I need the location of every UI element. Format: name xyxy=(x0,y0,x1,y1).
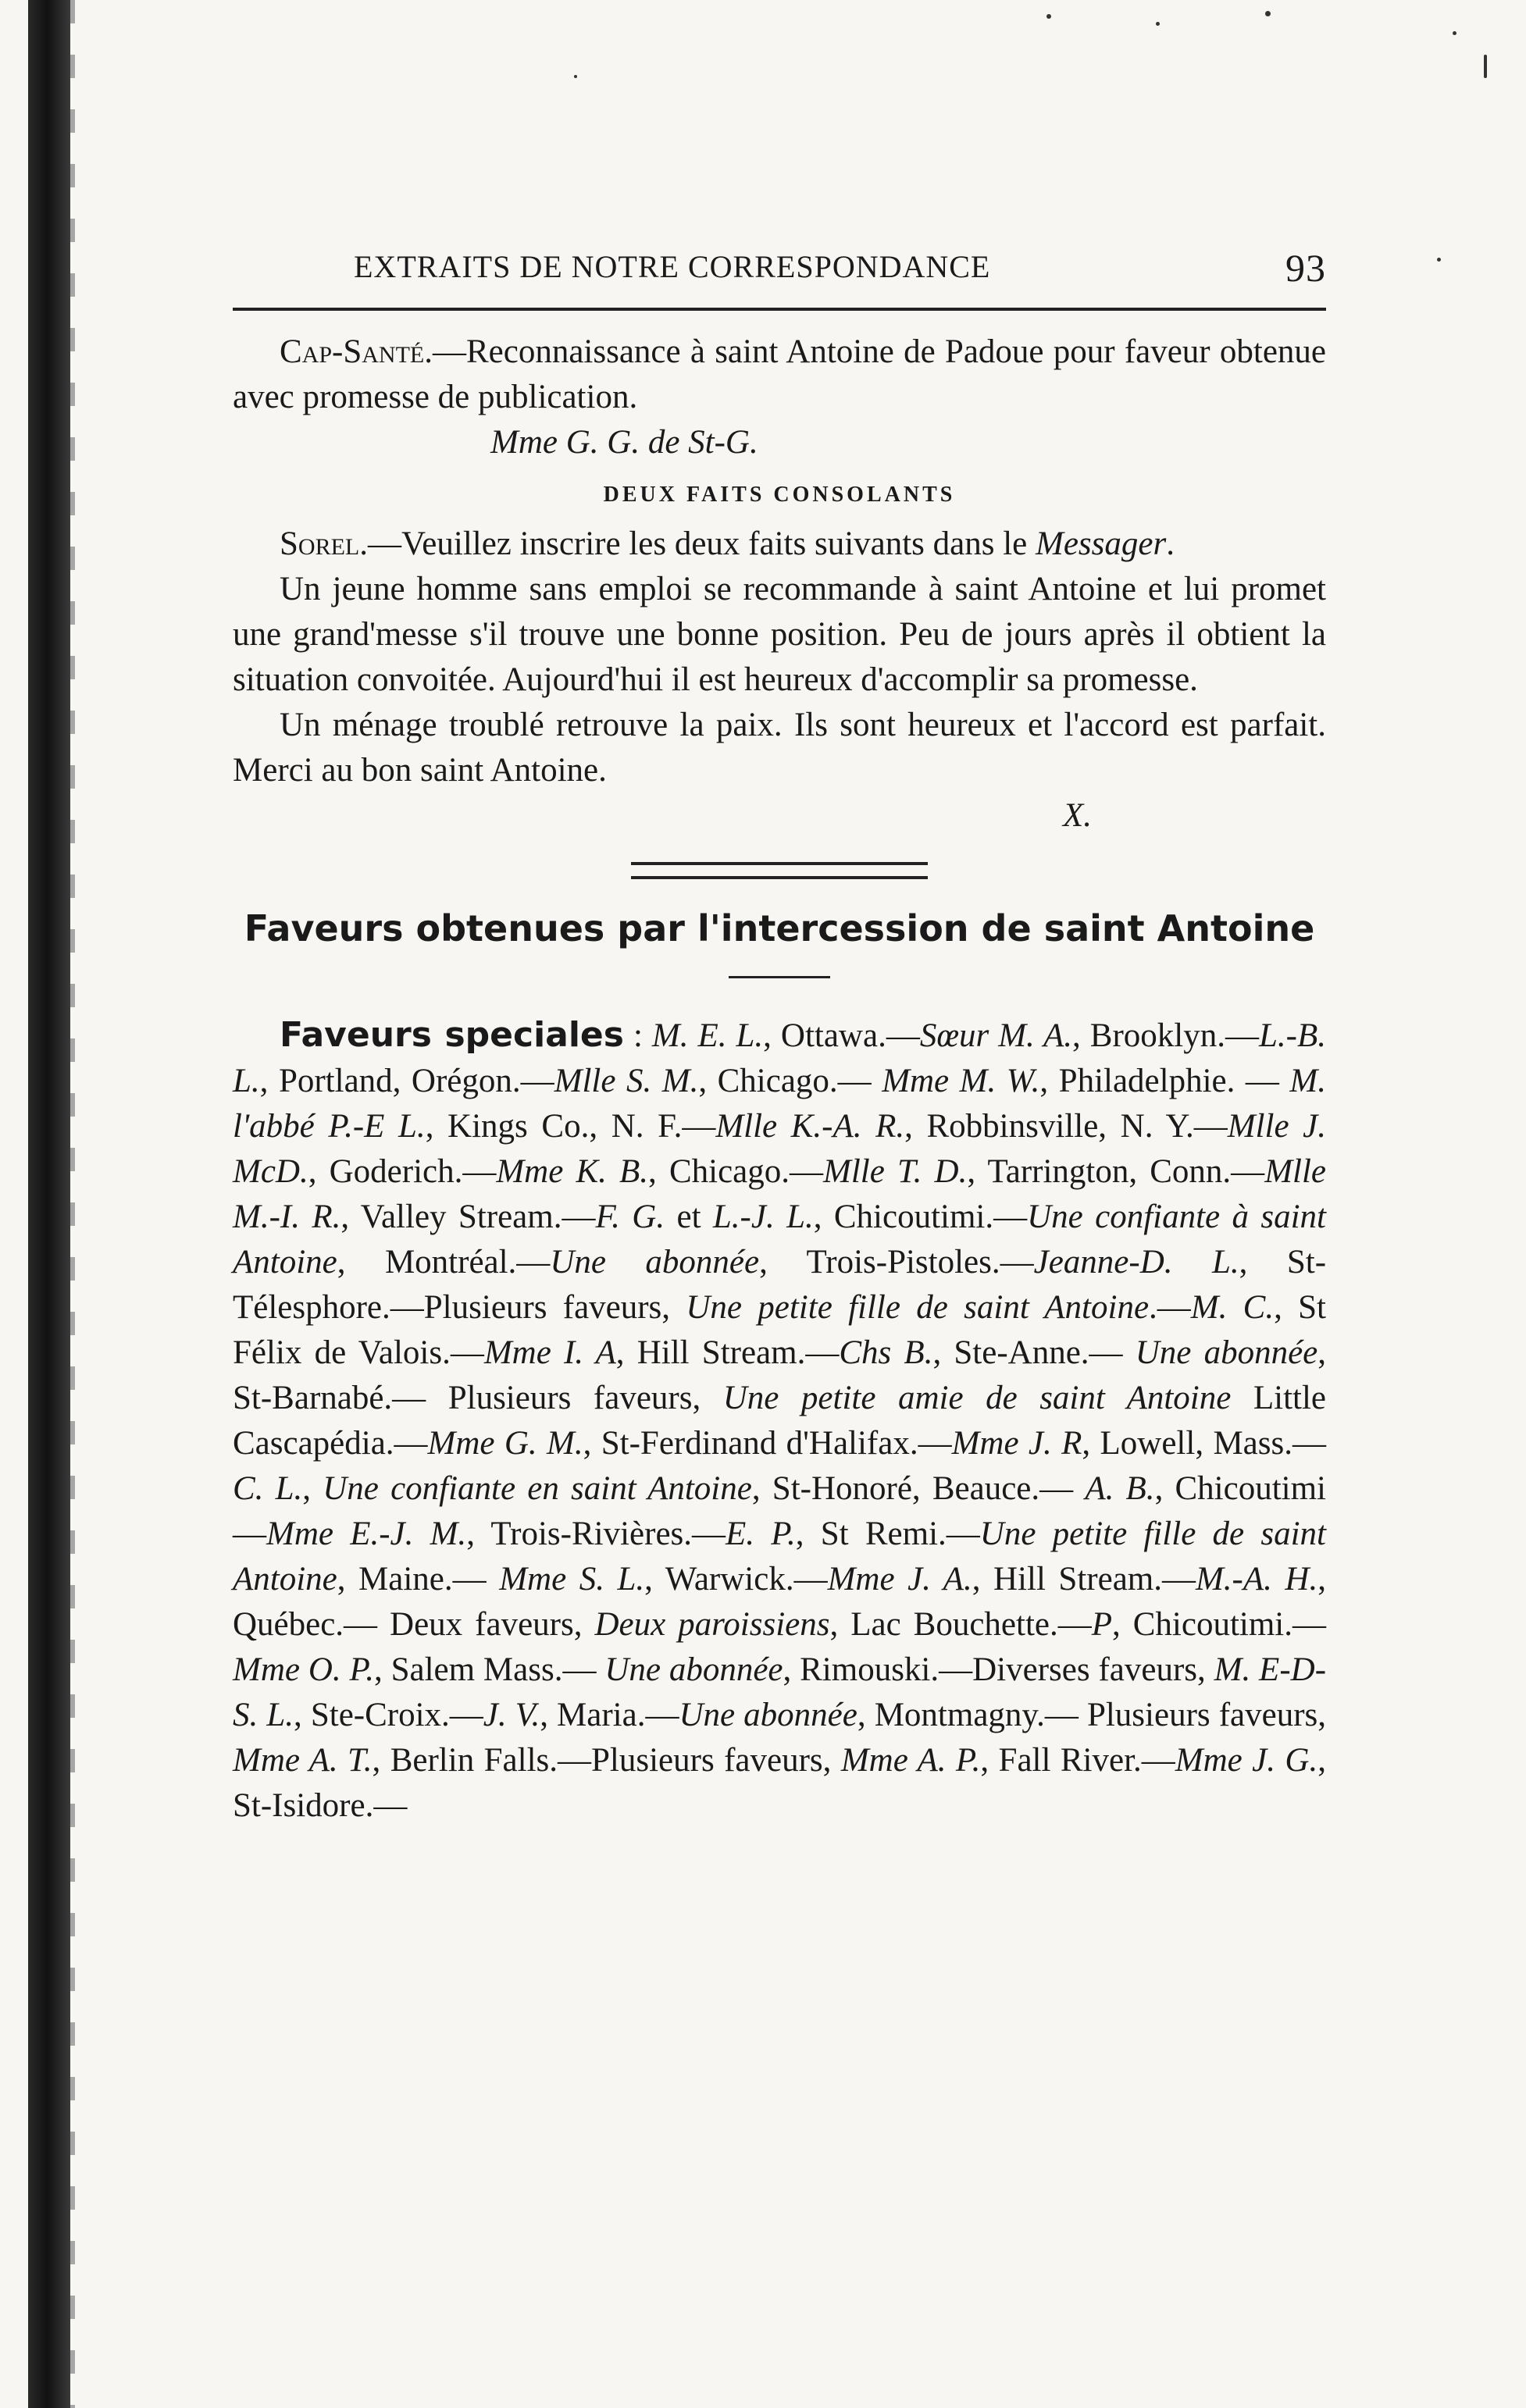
signature: Mme G. G. de St-G. xyxy=(490,424,758,461)
location-text: , Chicago.— xyxy=(698,1063,882,1099)
location-text: , St-Télesphore.—Plusieurs faveurs, xyxy=(233,1244,1327,1326)
correspondent-name: Sœur M. A. xyxy=(919,1017,1073,1054)
location-text: , Robbinsville, N. Y.— xyxy=(904,1108,1228,1145)
location-text: , Trois-Pistoles.— xyxy=(759,1244,1034,1281)
location-text: , Salem Mass.— xyxy=(373,1651,605,1688)
location-text: , Goderich.— xyxy=(308,1153,497,1190)
correspondent-name: Mlle K.-A. R. xyxy=(715,1108,905,1145)
location-text: .— xyxy=(1149,1289,1191,1326)
fact-one-paragraph: Un jeune homme sans emploi se recommande à saint Antoine et lui promet une grand'messe s'il trouve une bonne position. Peu de jours après il obtient la situation convoitée. Aujourd'hui il est heureux d'accomplir sa promesse. xyxy=(233,571,1326,698)
correspondent-name: Mme S. L. xyxy=(499,1561,645,1598)
lead-colon: : xyxy=(623,1017,652,1054)
signature: X. xyxy=(1062,797,1092,834)
location-text: , Chicoutimi.— xyxy=(1112,1606,1326,1643)
location-text: , St-Barnabé.— Plusieurs faveurs, xyxy=(233,1334,1327,1416)
location-text: , St-Ferdinand d'Halifax.— xyxy=(583,1425,952,1462)
double-rule-divider xyxy=(631,862,928,879)
section-title: Faveurs obtenues par l'intercession de saint Antoine xyxy=(244,907,1315,949)
location-text: , Portland, Orégon.— xyxy=(259,1063,554,1099)
correspondent-name: J. V. xyxy=(483,1697,540,1733)
location-text: , xyxy=(302,1470,323,1507)
correspondent-name: M. E. L. xyxy=(651,1017,764,1054)
correspondent-name: Mme E.-J. M. xyxy=(266,1516,467,1552)
header-rule xyxy=(233,308,1326,311)
lead-heading: Faveurs speciales xyxy=(280,1015,624,1055)
location-text: , Chicoutimi.— xyxy=(813,1199,1028,1235)
location-text: , Ottawa.— xyxy=(763,1017,920,1054)
location-text: , Berlin Falls.—Plusieurs faveurs, xyxy=(372,1742,841,1779)
place-name: Cap-Santé. xyxy=(280,333,433,370)
correspondent-name: Mme J. G. xyxy=(1175,1742,1318,1779)
correspondent-name: Une confiante en saint Antoine xyxy=(323,1470,752,1507)
correspondent-name: Mlle J. McD. xyxy=(233,1108,1326,1190)
correspondent-name: Deux paroissiens xyxy=(594,1606,830,1643)
correspondent-name: M. C. xyxy=(1190,1289,1275,1326)
page-number: 93 xyxy=(1285,246,1326,290)
publication-name: Messager xyxy=(1036,525,1167,562)
sorel-intro-paragraph xyxy=(233,522,1326,567)
correspondent-name: Une petite fille de saint Antoine xyxy=(233,1516,1326,1598)
place-name: Sorel. xyxy=(280,525,368,562)
location-text: , Maria.— xyxy=(540,1697,679,1733)
correspondent-name: Mme M. W. xyxy=(882,1063,1040,1099)
faveurs-list-paragraph xyxy=(233,1013,1326,1829)
correspondent-name: Mlle M.-I. R. xyxy=(233,1153,1326,1235)
location-text: , Valley Stream.— xyxy=(340,1199,596,1235)
location-text: , Trois-Rivières.— xyxy=(466,1516,726,1552)
binding-edge xyxy=(28,0,70,2408)
correspondent-name: Mme O. P. xyxy=(233,1651,374,1688)
location-text: , Montréal.— xyxy=(337,1244,551,1281)
location-text: , Brooklyn.— xyxy=(1072,1017,1259,1054)
location-text: , Rimouski.—Diverses faveurs, xyxy=(783,1651,1214,1688)
correspondent-name: E. P. xyxy=(726,1516,796,1552)
location-text: , Philadelphie. — xyxy=(1039,1063,1290,1099)
speck xyxy=(1265,11,1271,16)
location-text: , Hill Stream.— xyxy=(615,1334,840,1371)
cap-sante-paragraph xyxy=(233,329,1326,420)
correspondent-name: Jeanne-D. L. xyxy=(1033,1244,1239,1281)
intro-end: . xyxy=(1166,525,1175,562)
binding-fray xyxy=(70,0,75,2408)
speck xyxy=(1437,258,1441,262)
location-text: , Maine.— xyxy=(337,1561,500,1598)
paragraph-text: —Reconnaissance à saint Antoine de Padoue pour faveur obtenue avec promesse de publication. xyxy=(233,333,1326,415)
location-text: , Warwick.— xyxy=(644,1561,828,1598)
location-text: , Tarrington, Conn.— xyxy=(967,1153,1265,1190)
correspondent-name: Une abonnée xyxy=(679,1697,857,1733)
speck xyxy=(1484,55,1487,78)
fact-two-paragraph: Un ménage troublé retrouve la paix. Ils sont heureux et l'accord est parfait. Merci au bon saint Antoine. xyxy=(233,707,1326,789)
location-text: , Ste-Croix.— xyxy=(294,1697,483,1733)
running-title: EXTRAITS DE NOTRE CORRESPONDANCE xyxy=(354,249,991,284)
correspondent-name: Une petite fille de saint Antoine xyxy=(686,1289,1150,1326)
short-rule-divider xyxy=(729,976,830,978)
speck xyxy=(1453,31,1456,35)
location-text: , Ste-Anne.— xyxy=(932,1334,1136,1371)
intro-text: —Veuillez inscrire les deux faits suivants dans le xyxy=(368,525,1036,562)
running-header xyxy=(233,234,1326,297)
location-text: , St Félix de Valois.— xyxy=(233,1289,1326,1371)
correspondent-name: Une abonnée xyxy=(604,1651,783,1688)
location-text: , Fall River.— xyxy=(980,1742,1175,1779)
book-page xyxy=(233,234,1326,1829)
location-text: et xyxy=(665,1199,713,1235)
location-text: , Lowell, Mass.— xyxy=(1082,1425,1326,1462)
correspondent-name: Mme A. P. xyxy=(840,1742,981,1779)
location-text: Little Cascapédia.— xyxy=(233,1380,1326,1462)
correspondent-name: Une abonnée xyxy=(1135,1334,1318,1371)
correspondent-name: A. B. xyxy=(1085,1470,1155,1507)
speck xyxy=(1046,14,1051,19)
correspondent-name: P xyxy=(1091,1606,1113,1643)
correspondent-name: M. l'abbé P.-E L. xyxy=(233,1063,1326,1145)
section-subheading: DEUX FAITS CONSOLANTS xyxy=(603,483,956,507)
correspondent-name: Mlle S. M. xyxy=(554,1063,699,1099)
correspondent-name: Mme A. T. xyxy=(233,1742,373,1779)
correspondent-name: Mme J. R xyxy=(951,1425,1082,1462)
correspondent-name: Mme J. A. xyxy=(827,1561,972,1598)
correspondent-name: Mme I. A xyxy=(483,1334,616,1371)
correspondent-name: F. G. xyxy=(595,1199,665,1235)
location-text: , St-Isidore.— xyxy=(233,1742,1326,1824)
correspondent-name: Mme G. M. xyxy=(427,1425,583,1462)
location-text: , Kings Co., N. F.— xyxy=(425,1108,716,1145)
location-text: , Chicoutimi — xyxy=(233,1470,1327,1552)
correspondent-name: M. E-D-S. L. xyxy=(233,1651,1327,1733)
correspondent-name: C. L. xyxy=(233,1470,303,1507)
correspondent-name: Mlle T. D. xyxy=(823,1153,968,1190)
location-text: , Hill Stream.— xyxy=(972,1561,1196,1598)
correspondent-name: Chs B. xyxy=(839,1334,933,1371)
location-text: , Montmagny.— Plusieurs faveurs, xyxy=(857,1697,1326,1733)
correspondent-name: Mme K. B. xyxy=(496,1153,649,1190)
location-text: , Lac Bouchette.— xyxy=(829,1606,1092,1643)
speck xyxy=(1156,22,1160,26)
correspondent-name: L.-J. L. xyxy=(712,1199,814,1235)
speck xyxy=(574,75,577,78)
location-text: , Chicago.— xyxy=(648,1153,823,1190)
correspondent-name: Une confiante à saint Antoine xyxy=(233,1199,1327,1281)
correspondent-name: M.-A. H. xyxy=(1195,1561,1318,1598)
correspondent-name: Une abonnée xyxy=(550,1244,760,1281)
location-text: , Québec.— Deux faveurs, xyxy=(233,1561,1326,1643)
correspondent-name: Une petite amie de saint Antoine xyxy=(722,1380,1232,1416)
correspondent-name: L.-B. L. xyxy=(233,1017,1326,1099)
location-text: , St Remi.— xyxy=(795,1516,980,1552)
location-text: , St-Honoré, Beauce.— xyxy=(751,1470,1086,1507)
